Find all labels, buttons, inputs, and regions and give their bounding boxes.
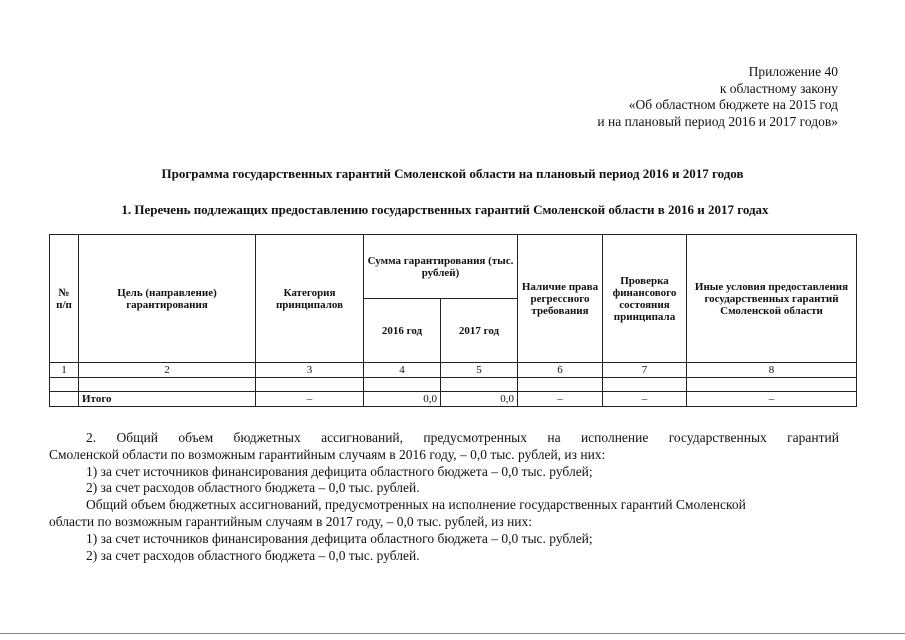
header-2017: 2017 год — [441, 299, 518, 363]
col-number: 5 — [441, 363, 518, 378]
appendix-line-2: к областному закону — [719, 80, 838, 96]
header-num: № п/п — [50, 235, 79, 363]
p1-line-2: Смоленской области по возможным гарантийным случаям в 2016 году, – 0,0 тыс. рублей, из них: — [49, 446, 606, 462]
appendix-line-1: Приложение 40 — [748, 64, 838, 79]
p2-line-1: Общий объем бюджетных ассигнований, предусмотренных на исполнение государственных гарантий Смоленской — [86, 497, 746, 513]
appendix-line-3: «Об областном бюджете на 2015 год — [628, 97, 838, 112]
header-category: Категория принципалов — [256, 235, 364, 363]
total-2016: 0,0 — [364, 392, 441, 407]
total-check: – — [603, 392, 687, 407]
p1-line-1: 2. Общий объем бюджетных ассигнований, предусмотренных на исполнение государственных гарантий — [86, 430, 839, 445]
p1-item-2: 2) за счет расходов областного бюджета – 0,0 тыс. рублей. — [86, 480, 420, 496]
col-number: 6 — [518, 363, 603, 378]
col-number: 1 — [50, 363, 79, 378]
header-check: Проверка финансового состояния принципала — [603, 235, 687, 363]
total-other: – — [687, 392, 857, 407]
col-number: 7 — [603, 363, 687, 378]
col-number: 3 — [256, 363, 364, 378]
table-row-total — [50, 392, 857, 407]
p2-item-2: 2) за счет расходов областного бюджета – 0,0 тыс. рублей. — [86, 547, 420, 563]
header-other: Иные условия предоставления государственных гарантий Смоленской области — [687, 235, 857, 363]
table-row-empty — [50, 378, 857, 392]
guarantees-table — [49, 234, 857, 407]
p1-item-1: 1) за счет источников финансирования дефицита областного бюджета – 0,0 тыс. рублей; — [86, 463, 593, 479]
appendix-line-4: и на плановый период 2016 и 2017 годов» — [597, 113, 838, 129]
col-number: 2 — [79, 363, 256, 378]
p2-line-2: области по возможным гарантийным случаям в 2017 году, – 0,0 тыс. рублей, из них: — [49, 513, 533, 529]
header-sum: Сумма гарантирования (тыс. рублей) — [364, 235, 518, 299]
header-purpose: Цель (направление) гарантирования — [79, 235, 256, 363]
document-title: Программа государственных гарантий Смоленской области на плановый период 2016 и 2017 годов — [161, 166, 744, 181]
total-label: Итого — [79, 392, 256, 407]
header-regress: Наличие права регрессного требования — [518, 235, 603, 363]
total-category: – — [256, 392, 364, 407]
body-text — [49, 430, 839, 564]
scan-edge-line — [0, 633, 905, 634]
total-regress: – — [518, 392, 603, 407]
header-2016: 2016 год — [364, 299, 441, 363]
total-2017: 0,0 — [441, 392, 518, 407]
section-1-title: 1. Перечень подлежащих предоставлению государственных гарантий Смоленской области в 2016 и 2017 годах — [121, 202, 769, 217]
table-row-col-numbers — [50, 363, 857, 378]
col-number: 8 — [687, 363, 857, 378]
appendix-header — [597, 64, 838, 130]
col-number: 4 — [364, 363, 441, 378]
p2-item-1: 1) за счет источников финансирования дефицита областного бюджета – 0,0 тыс. рублей; — [86, 530, 593, 546]
